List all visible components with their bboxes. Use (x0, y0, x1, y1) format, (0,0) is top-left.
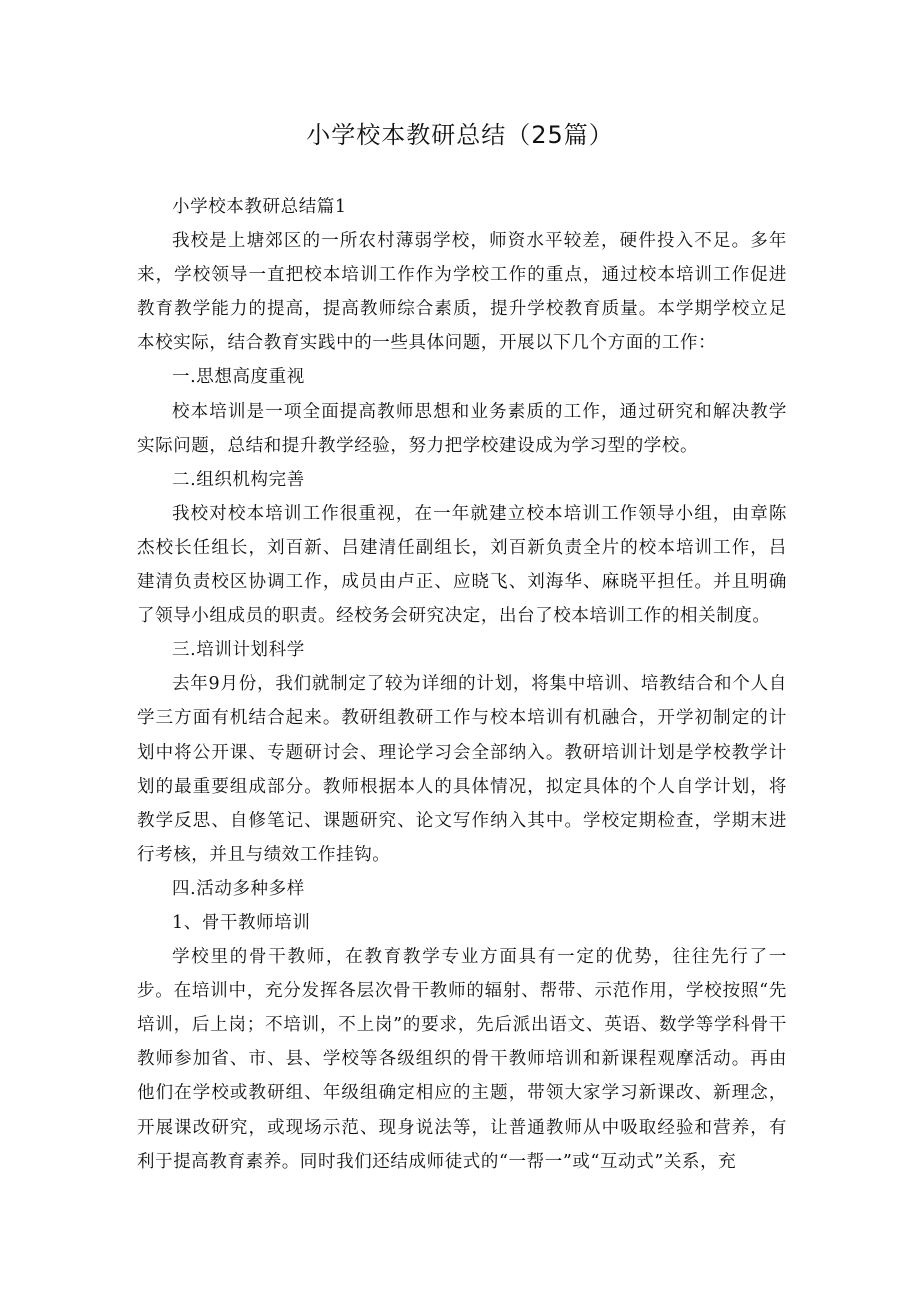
section-heading: 一.思想高度重视 (172, 367, 305, 388)
section-heading: 三.培训计划科学 (172, 640, 305, 661)
section-heading: 四.活动多种多样 (172, 878, 305, 899)
paragraph: 学校里的骨干教师，在教育教学专业方面具有一定的优势，往往先行了一步。在培训中，充分发挥各层次骨干教师的辐射、帮带、示范作用，学校按照“先培训，后上岗；不培训，不上岗”的要求，先后派出语文、英语、数学等学科骨干教师参加省、市、县、学校等各级组织的骨干教师培训和新课程观摩活动。再由他们在学校或教研组、年级组确定相应的主题，带领大家学习新课改、新理念，开展课改研究，或现场示范、现身说法等，让普通教师从中吸取经验和营养，有利于提高教育素养。同时我们还结成师徒式的“一帮一”或“互动式”关系，充 (137, 947, 787, 1172)
subsection-heading: 1、骨干教师培训 (172, 912, 311, 933)
document-body (137, 190, 787, 1179)
paragraph: 我校对校本培训工作很重视，在一年就建立校本培训工作领导小组，由章陈杰校长任组长，刘百新、吕建清任副组长，刘百新负责全片的校本培训工作，吕建清负责校区协调工作，成员由卢正、应晓飞、刘海华、麻晓平担任。并且明确了领导小组成员的职责。经校务会研究决定，出台了校本培训工作的相关制度。 (137, 503, 787, 627)
section-heading: 二.组织机构完善 (172, 469, 305, 490)
section-heading: 小学校本教研总结篇1 (172, 197, 347, 217)
document-title: 小学校本教研总结（25篇） (306, 121, 614, 149)
paragraph: 校本培训是一项全面提高教师思想和业务素质的工作，通过研究和解决教学实际问题，总结和提升教学经验，努力把学校建设成为学习型的学校。 (137, 401, 787, 456)
paragraph: 我校是上塘郊区的一所农村薄弱学校，师资水平较差，硬件投入不足。多年来，学校领导一直把校本培训工作作为学校工作的重点，通过校本培训工作促进教育教学能力的提高，提高教师综合素质，提升学校教育质量。本学期学校立足本校实际，结合教育实践中的一些具体问题，开展以下几个方面的工作： (137, 231, 787, 354)
paragraph: 去年9月份，我们就制定了较为详细的计划，将集中培训、培教结合和个人自学三方面有机结合起来。教研组教研工作与校本培训有机融合，开学初制定的计划中将公开课、专题研讨会、理论学习会全部纳入。教研培训计划是学校教学计划的最重要组成部分。教师根据本人的具体情况，拟定具体的个人自学计划，将教学反思、自修笔记、课题研究、论文写作纳入其中。学校定期检查，学期末进行考核，并且与绩效工作挂钩。 (137, 674, 787, 865)
